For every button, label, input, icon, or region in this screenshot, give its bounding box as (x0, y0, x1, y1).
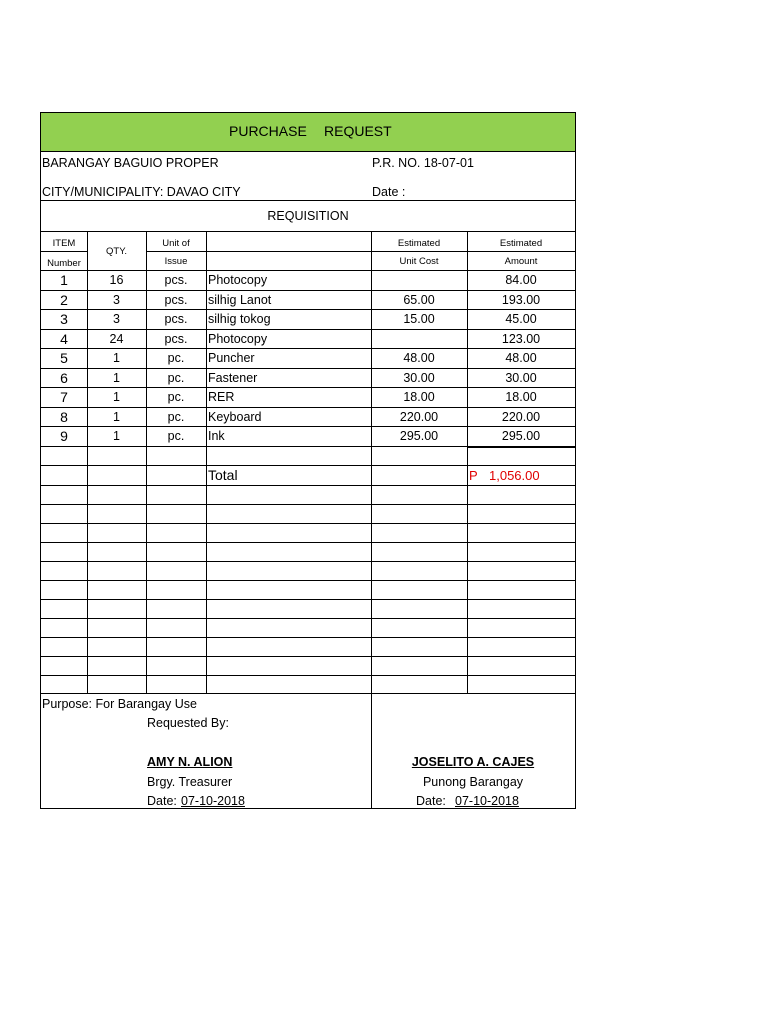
cell-amount: 48.00 (505, 351, 537, 365)
col-unit-2: Issue (164, 256, 188, 267)
row-rule (41, 637, 575, 638)
cell-qty: 16 (109, 273, 124, 287)
row-rule (41, 675, 575, 676)
col-unit-1: Unit of (162, 238, 190, 249)
purpose: Purpose: For Barangay Use (42, 697, 197, 711)
cell-amount: 295.00 (501, 429, 541, 443)
title-band (41, 113, 575, 152)
col-qty: QTY. (106, 246, 127, 257)
cell-unit: pc. (167, 390, 185, 404)
cell-num: 2 (60, 292, 68, 308)
cell-desc: Keyboard (208, 410, 262, 424)
cell-unit: pcs. (164, 293, 188, 307)
row-rule (41, 407, 575, 408)
cell-unit: pcs. (164, 312, 188, 326)
cell-num: 6 (60, 370, 68, 386)
row-rule (41, 465, 575, 466)
cell-desc: Fastener (208, 371, 258, 385)
right-signatory-name: JOSELITO A. CAJES (411, 755, 535, 769)
city-label: CITY/MUNICIPALITY: DAVAO CITY (42, 185, 241, 199)
cell-desc: silhig Lanot (208, 293, 272, 307)
cell-qty: 1 (113, 429, 120, 443)
cell-desc: Photocopy (208, 273, 268, 287)
col-amount-1: Estimated (499, 238, 543, 249)
total-value: 1,056.00 (489, 468, 540, 483)
cell-qty: 1 (113, 390, 120, 404)
cell-num: 3 (60, 311, 68, 327)
title-purchase: PURCHASE (229, 123, 307, 139)
left-signatory-title: Brgy. Treasurer (147, 775, 233, 789)
cell-amount: 30.00 (505, 371, 537, 385)
amount-rule (467, 446, 575, 448)
cell-cost: 65.00 (403, 293, 435, 307)
cell-desc: silhig tokog (208, 312, 271, 326)
col-amount-2: Amount (504, 256, 538, 267)
divider (41, 200, 575, 201)
row-rule (41, 426, 575, 427)
section-title: REQUISITION (267, 209, 349, 223)
col-cost-1: Estimated (397, 238, 441, 249)
row-rule (41, 329, 575, 330)
cell-amount: 193.00 (501, 293, 541, 307)
cell-cost: 295.00 (399, 429, 439, 443)
row-rule (41, 387, 575, 388)
purchase-request-form (40, 112, 576, 809)
divider (146, 251, 575, 252)
col-cost-2: Unit Cost (399, 256, 439, 267)
col-item-2: Number (47, 258, 81, 269)
col-item-1: ITEM (52, 238, 76, 249)
cell-num: 4 (60, 331, 68, 347)
right-date: 07-10-2018 (455, 794, 519, 808)
cell-unit: pc. (167, 410, 185, 424)
row-rule (41, 561, 575, 562)
total-currency: P (469, 468, 478, 483)
cell-unit: pcs. (164, 273, 188, 287)
row-rule (41, 270, 575, 271)
row-rule (41, 504, 575, 505)
cell-num: 5 (60, 350, 68, 366)
cell-cost: 18.00 (403, 390, 435, 404)
cell-amount: 220.00 (501, 410, 541, 424)
cell-amount: 18.00 (505, 390, 537, 404)
row-rule (41, 348, 575, 349)
right-date-label: Date: (416, 794, 446, 808)
cell-cost: 48.00 (403, 351, 435, 365)
cell-num: 7 (60, 389, 68, 405)
divider (41, 251, 87, 252)
cell-desc: Ink (208, 429, 225, 443)
left-date: 07-10-2018 (181, 794, 245, 808)
cell-desc: Photocopy (208, 332, 268, 346)
cell-qty: 1 (113, 351, 120, 365)
date-label: Date : (372, 185, 406, 199)
cell-desc: RER (208, 390, 235, 404)
cell-qty: 1 (113, 410, 120, 424)
divider (41, 231, 575, 232)
row-rule (41, 368, 575, 369)
row-rule (41, 580, 575, 581)
row-rule (41, 309, 575, 310)
title-request: REQUEST (324, 123, 392, 139)
cell-cost: 15.00 (403, 312, 435, 326)
cell-num: 1 (60, 272, 68, 288)
cell-cost: 30.00 (403, 371, 435, 385)
cell-desc: Puncher (208, 351, 255, 365)
right-signatory-title: Punong Barangay (422, 775, 524, 789)
cell-num: 8 (60, 409, 68, 425)
cell-amount: 45.00 (505, 312, 537, 326)
barangay-label: BARANGAY BAGUIO PROPER (42, 156, 219, 170)
cell-unit: pc. (167, 351, 185, 365)
cell-qty: 3 (113, 312, 120, 326)
row-rule (41, 523, 575, 524)
cell-unit: pc. (167, 429, 185, 443)
total-label: Total (208, 467, 238, 483)
row-rule (41, 656, 575, 657)
cell-num: 9 (60, 428, 68, 444)
cell-unit: pc. (167, 371, 185, 385)
row-rule (41, 542, 575, 543)
cell-cost: 220.00 (399, 410, 439, 424)
row-rule (41, 290, 575, 291)
row-rule (41, 485, 575, 486)
column-rule (206, 231, 207, 693)
left-signatory-name: AMY N. ALION (147, 755, 233, 769)
requested-by: Requested By: (147, 716, 229, 730)
cell-qty: 3 (113, 293, 120, 307)
footer-divider (371, 693, 372, 809)
row-rule (41, 599, 575, 600)
left-date-label: Date: (147, 794, 177, 808)
row-rule (41, 618, 575, 619)
cell-qty: 1 (113, 371, 120, 385)
cell-amount: 84.00 (505, 273, 537, 287)
cell-amount: 123.00 (501, 332, 541, 346)
cell-qty: 24 (109, 332, 124, 346)
cell-unit: pcs. (164, 332, 188, 346)
row-rule (41, 693, 575, 694)
pr-number: P.R. NO. 18-07-01 (372, 156, 474, 170)
